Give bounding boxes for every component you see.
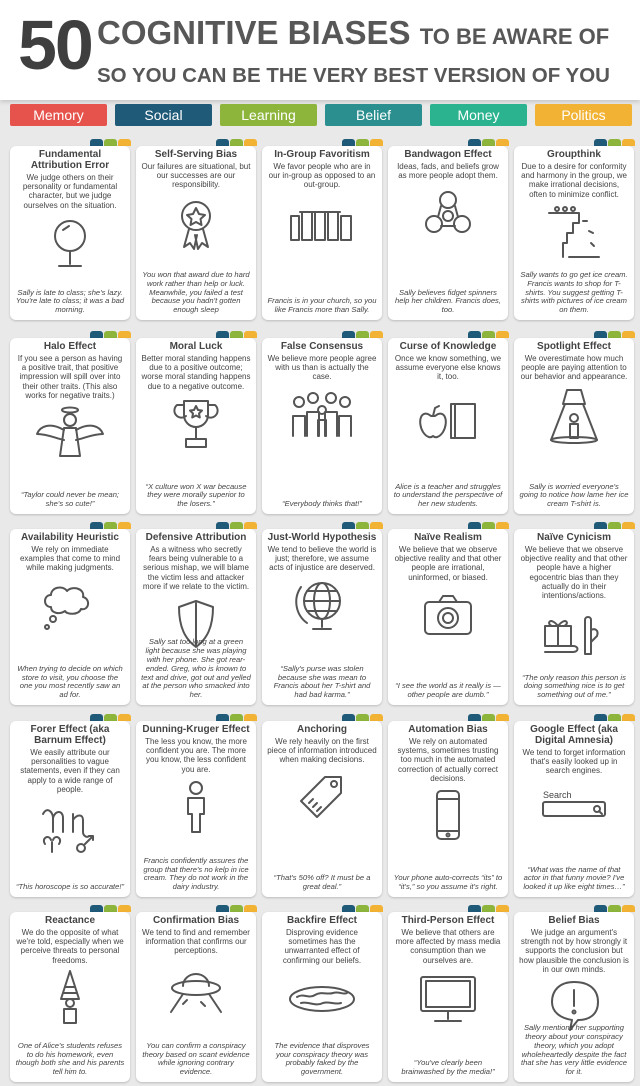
- category-tag: [370, 522, 383, 529]
- category-tag: [608, 714, 621, 721]
- category-tag: [118, 714, 131, 721]
- bias-card: [10, 912, 130, 1082]
- card-title: Just-World Hypothesis: [267, 532, 377, 543]
- card-category-tags: [216, 139, 257, 146]
- card-title: Naïve Cynicism: [537, 532, 611, 543]
- card-category-tags: [468, 331, 509, 338]
- page-subtitle: SO YOU CAN BE THE VERY BEST VERSION OF YOU: [97, 64, 610, 87]
- fidget-spinner-icon: [393, 182, 503, 244]
- category-tag: [342, 522, 355, 529]
- category-tag: [608, 905, 621, 912]
- card-description: Due to a desire for conformity and harmony in the group, we make irrational decisions, often to minimize conflict.: [521, 162, 627, 199]
- category-tag: [216, 522, 229, 529]
- category-tag: [342, 714, 355, 721]
- card-example: Francis confidently assures the group that there's no kelp in ice cream. They do not work in the dairy industry.: [143, 855, 249, 892]
- category-tag: [622, 522, 635, 529]
- page-title: [97, 16, 609, 49]
- category-social: Social: [115, 104, 212, 126]
- category-tag: [118, 522, 131, 529]
- card-description: We favor people who are in our in-group as opposed to an out-group.: [268, 162, 376, 190]
- card-example: Francis is in your church, so you like Francis more than Sally.: [267, 296, 377, 315]
- globe-icon: [267, 575, 377, 637]
- card-category-tags: [216, 905, 257, 912]
- card-example: “The only reason this person is doing something nice is to get something out of me.”: [522, 672, 626, 700]
- bias-card: [388, 338, 508, 514]
- card-category-tags: [342, 139, 383, 146]
- bias-card: [388, 146, 508, 320]
- card-description: Our failures are situational, but our successes are our responsibility.: [141, 162, 251, 190]
- category-tag: [496, 331, 509, 338]
- category-tag: [342, 905, 355, 912]
- card-category-tags: [342, 905, 383, 912]
- category-tag: [482, 905, 495, 912]
- category-tag: [622, 331, 635, 338]
- card-category-tags: [216, 522, 257, 529]
- category-tag: [370, 331, 383, 338]
- category-tag: [230, 522, 243, 529]
- category-tag: [608, 139, 621, 146]
- category-tag: [118, 139, 131, 146]
- category-tag: [104, 714, 117, 721]
- category-tag: [216, 139, 229, 146]
- ufo-icon: [141, 958, 251, 1020]
- card-title: Confirmation Bias: [152, 915, 240, 926]
- category-tag: [496, 714, 509, 721]
- bias-card: [514, 721, 634, 897]
- card-category-tags: [216, 714, 257, 721]
- category-tag: [496, 522, 509, 529]
- bias-card: [136, 529, 256, 705]
- category-tag: [118, 331, 131, 338]
- card-example: “X culture won X war because they were morally superior to the losers.”: [145, 481, 247, 509]
- card-title: In-Group Favoritism: [274, 149, 370, 160]
- card-category-tags: [90, 714, 131, 721]
- card-description: We easily attribute our personalities to vague statements, even if they can apply to a wide range of people.: [20, 748, 120, 794]
- card-description: We tend to forget information that's easily looked up in search engines.: [522, 748, 626, 776]
- card-category-tags: [594, 139, 635, 146]
- category-tag: [468, 331, 481, 338]
- card-example: Sally sat too long at a green light because she was playing with her phone. She got rear-ended. Greg, who is known to text and drive, got out and yelled at the person who smacked into her.: [141, 637, 251, 700]
- card-example: Alice is a teacher and struggles to understand the perspective of her new students.: [393, 481, 503, 509]
- category-tag: [118, 905, 131, 912]
- bias-card: [136, 721, 256, 897]
- card-category-tags: [468, 714, 509, 721]
- card-title: Groupthink: [547, 149, 601, 160]
- bias-card: [136, 912, 256, 1082]
- card-title: Google Effect (aka Digital Amnesia): [530, 724, 618, 746]
- card-title: Halo Effect: [43, 341, 97, 352]
- bias-card: [514, 338, 634, 514]
- card-category-tags: [468, 139, 509, 146]
- price-tag-icon: [267, 767, 377, 829]
- category-learning: Learning: [220, 104, 317, 126]
- category-tag: [594, 905, 607, 912]
- category-tag: [342, 139, 355, 146]
- card-category-tags: [594, 714, 635, 721]
- card-category-tags: [90, 139, 131, 146]
- card-title: Forer Effect (aka Barnum Effect): [30, 724, 110, 746]
- bias-card: [262, 912, 382, 1082]
- gift-hand-icon: [519, 602, 629, 664]
- card-title: False Consensus: [280, 341, 364, 352]
- bias-card: [262, 146, 382, 320]
- category-tag: [496, 905, 509, 912]
- category-tag: [608, 331, 621, 338]
- category-tag: [244, 522, 257, 529]
- bias-card: [514, 146, 634, 320]
- zodiac-icon: [15, 796, 125, 858]
- mirror-icon: [15, 212, 125, 274]
- card-example: You can confirm a conspiracy theory based on scant evidence while ignoring contrary evidence.: [142, 1040, 250, 1077]
- card-title: Reactance: [44, 915, 96, 926]
- card-example: “This horoscope is so accurate!”: [15, 882, 125, 892]
- category-politics: Politics: [535, 104, 632, 126]
- bias-card: [10, 529, 130, 705]
- category-tag: [356, 714, 369, 721]
- card-description: We do the opposite of what we're told, especially when we perceive threats to personal freedoms.: [16, 928, 124, 965]
- card-title: Naïve Realism: [414, 532, 482, 543]
- category-tag: [370, 139, 383, 146]
- category-tag: [216, 714, 229, 721]
- flat-earth-icon: [267, 967, 377, 1029]
- card-category-tags: [594, 331, 635, 338]
- category-tag: [104, 139, 117, 146]
- category-tag: [244, 714, 257, 721]
- card-description: We believe more people agree with us than is actually the case.: [267, 354, 377, 382]
- tv-icon: [393, 967, 503, 1029]
- card-description: We rely on automated systems, sometimes trusting too much in the automated correction of actually correct decisions.: [397, 737, 499, 783]
- category-tag: [468, 522, 481, 529]
- card-title: Moral Luck: [169, 341, 223, 352]
- card-example: “Everybody thinks that!”: [282, 499, 362, 509]
- apple-book-icon: [393, 384, 503, 446]
- card-title: Dunning-Kruger Effect: [142, 724, 250, 735]
- card-description: We rely heavily on the first piece of information introduced when making decisions.: [267, 737, 377, 765]
- card-title: Backfire Effect: [286, 915, 358, 926]
- card-description: Better moral standing happens due to a positive outcome; worse moral standing happens due to a negative outcome.: [141, 354, 251, 391]
- phone-icon: [393, 785, 503, 847]
- card-description: Once we know something, we assume everyone else knows it, too.: [394, 354, 502, 382]
- category-tag: [90, 714, 103, 721]
- card-description: If you see a person as having a positive trait, that positive impression will spill over into their other traits. (This also works for negative traits.): [17, 354, 123, 400]
- card-example: “That's 50% off? It must be a great deal.”: [273, 873, 371, 892]
- crowd-icon: [267, 384, 377, 446]
- category-tag: [90, 331, 103, 338]
- card-description: Ideas, fads, and beliefs grow as more people adopt them.: [397, 162, 499, 181]
- category-tag: [230, 331, 243, 338]
- card-description: We believe that we observe objective reality and that other people have a higher egocentric bias than they actually do in their intentions/actions.: [520, 545, 628, 601]
- card-example: You won that award due to hard work rather than help or luck. Meanwhile, you failed a test because you hadn't gotten enough sleep: [142, 270, 250, 315]
- card-example: Sally mentions her supporting theory about your conspiracy theory, which you adopt wholeheartedly despite the fact that she has very little evidence for it.: [521, 1023, 627, 1077]
- card-example: The evidence that disproves your conspiracy theory was probably faked by the government.: [274, 1040, 370, 1077]
- bias-card: [262, 721, 382, 897]
- card-example: Your phone auto-corrects “its” to “it's,” so you assume it's right.: [393, 873, 503, 892]
- category-tag: [244, 139, 257, 146]
- category-tag: [216, 331, 229, 338]
- category-tag: [370, 714, 383, 721]
- card-title: Bandwagon Effect: [404, 149, 492, 160]
- category-tag: [104, 905, 117, 912]
- category-tag: [482, 714, 495, 721]
- card-title: Anchoring: [297, 724, 347, 735]
- spotlight-icon: [519, 384, 629, 446]
- search-label: Search: [543, 789, 572, 800]
- category-tag: [104, 331, 117, 338]
- card-category-tags: [468, 905, 509, 912]
- category-tag: [594, 331, 607, 338]
- title-tail: TO BE AWARE OF: [419, 24, 610, 49]
- card-description: We judge others on their personality or fundamental character, but we judge ourselves on the situation.: [22, 173, 118, 210]
- bias-card: [514, 529, 634, 705]
- card-description: The less you know, the more confident you are. The more you know, the less confident you are.: [145, 737, 247, 774]
- card-example: “Sally's purse was stolen because she was mean to Francis about her T-shirt and had bad karma.”: [273, 663, 371, 700]
- bias-card: [388, 721, 508, 897]
- card-title: Third-Person Effect: [401, 915, 495, 926]
- category-tag: [496, 139, 509, 146]
- angel-icon: [15, 402, 125, 464]
- card-example: Sally is worried everyone's going to notice how lame her ice cream T-shirt is.: [519, 481, 629, 509]
- card-example: When trying to decide on which store to visit, you choose the one you most recently saw an ad for.: [17, 663, 123, 700]
- category-tag: [230, 139, 243, 146]
- category-tag: [244, 905, 257, 912]
- category-tag: [482, 522, 495, 529]
- camera-icon: [393, 584, 503, 646]
- card-description: We overestimate how much people are paying attention to our behavior and appearance.: [520, 354, 628, 382]
- card-category-tags: [342, 714, 383, 721]
- search-icon: [519, 778, 629, 840]
- bias-card: [514, 912, 634, 1082]
- category-tag: [468, 714, 481, 721]
- stonehenge-icon: [267, 192, 377, 254]
- card-category-tags: [216, 331, 257, 338]
- card-description: We rely on immediate examples that come to mind while making judgments.: [19, 545, 121, 573]
- card-description: Disproving evidence sometimes has the unwarranted effect of confirming our beliefs.: [282, 928, 362, 965]
- card-category-tags: [468, 522, 509, 529]
- category-tag: [482, 331, 495, 338]
- category-tag: [608, 522, 621, 529]
- category-tag: [356, 331, 369, 338]
- card-title: Defensive Attribution: [145, 532, 247, 543]
- category-tag: [342, 331, 355, 338]
- bias-card: [388, 912, 508, 1082]
- card-category-tags: [594, 905, 635, 912]
- category-tag: [90, 522, 103, 529]
- header: [0, 0, 640, 100]
- card-category-tags: [594, 522, 635, 529]
- card-description: We judge an argument's strength not by how strongly it supports the conclusion but how plausible the conclusion is in our own minds.: [519, 928, 629, 974]
- trophy-icon: [141, 393, 251, 455]
- card-category-tags: [90, 331, 131, 338]
- category-tag: [356, 522, 369, 529]
- card-example: One of Alice's students refuses to do his homework, even though both she and his parents tell him to.: [15, 1040, 125, 1077]
- category-tag: [370, 905, 383, 912]
- category-tag: [244, 331, 257, 338]
- dunce-cap-icon: [15, 967, 125, 1029]
- card-category-tags: [90, 905, 131, 912]
- bias-card: [136, 146, 256, 320]
- thought-bubble-icon: [15, 575, 125, 637]
- card-category-tags: [90, 522, 131, 529]
- bias-card: [262, 529, 382, 705]
- card-title: Curse of Knowledge: [399, 341, 497, 352]
- bias-card: [10, 721, 130, 897]
- category-tag: [594, 714, 607, 721]
- category-money: Money: [430, 104, 527, 126]
- bias-card: [262, 338, 382, 514]
- card-description: We tend to find and remember information that confirms our perceptions.: [142, 928, 250, 956]
- category-tag: [90, 905, 103, 912]
- card-example: “Taylor could never be mean; she's so cute!”: [20, 490, 120, 509]
- bias-card: [388, 529, 508, 705]
- card-title: Self-Serving Bias: [154, 149, 238, 160]
- card-description: We tend to believe the world is just; therefore, we assume acts of injustice are deserved.: [267, 545, 377, 573]
- card-description: As a witness who secretly fears being vulnerable to a serious mishap, we will blame the victim less and attacker more if we relate to the victim.: [142, 545, 250, 591]
- card-title: Spotlight Effect: [537, 341, 611, 352]
- category-tag: [230, 714, 243, 721]
- card-description: We believe that we observe objective reality and that other people are irrational, uninformed, or biased.: [394, 545, 502, 582]
- category-tag: [622, 905, 635, 912]
- card-description: We believe that others are more affected by mass media consumption than we ourselves are.: [395, 928, 501, 965]
- bias-card: [136, 338, 256, 514]
- category-tag: [356, 139, 369, 146]
- title-main: COGNITIVE BIASES: [97, 14, 411, 51]
- category-tag: [216, 905, 229, 912]
- category-memory: Memory: [10, 104, 107, 126]
- category-tag: [482, 139, 495, 146]
- category-belief: Belief: [325, 104, 422, 126]
- category-tag: [468, 905, 481, 912]
- category-tag: [594, 522, 607, 529]
- card-title: Belief Bias: [548, 915, 600, 926]
- bias-card: [10, 146, 130, 320]
- card-category-tags: [342, 522, 383, 529]
- person-icon: [141, 776, 251, 838]
- bias-count: 50: [18, 6, 92, 84]
- category-tag: [622, 139, 635, 146]
- card-title: Automation Bias: [408, 724, 488, 735]
- category-tag: [622, 714, 635, 721]
- card-title: Fundamental Attribution Error: [30, 149, 110, 171]
- card-category-tags: [342, 331, 383, 338]
- card-example: Sally is late to class; she's lazy. You're late to class; it was a bad morning.: [15, 287, 125, 315]
- category-tag: [594, 139, 607, 146]
- card-example: Sally believes fidget spinners help her children. Francis does, too.: [395, 287, 501, 315]
- card-example: Sally wants to go get ice cream. Francis wants to shop for T-shirts. You suggest getting T-shirts with pictures of ice cream on them.: [520, 270, 628, 315]
- card-example: “What was the name of that actor in that funny movie? I've looked it up like eight times…”: [523, 864, 625, 892]
- category-tag: [230, 905, 243, 912]
- award-icon: [141, 192, 251, 254]
- card-example: “You've clearly been brainwashed by the media!”: [401, 1058, 495, 1077]
- card-example: “I see the world as it really is — other people are dumb.”: [395, 681, 501, 700]
- bias-card: [10, 338, 130, 514]
- category-tag: [104, 522, 117, 529]
- category-tag: [468, 139, 481, 146]
- lemmings-cliff-icon: [519, 201, 629, 263]
- category-tag: [90, 139, 103, 146]
- category-tag: [356, 905, 369, 912]
- card-title: Availability Heuristic: [21, 532, 119, 543]
